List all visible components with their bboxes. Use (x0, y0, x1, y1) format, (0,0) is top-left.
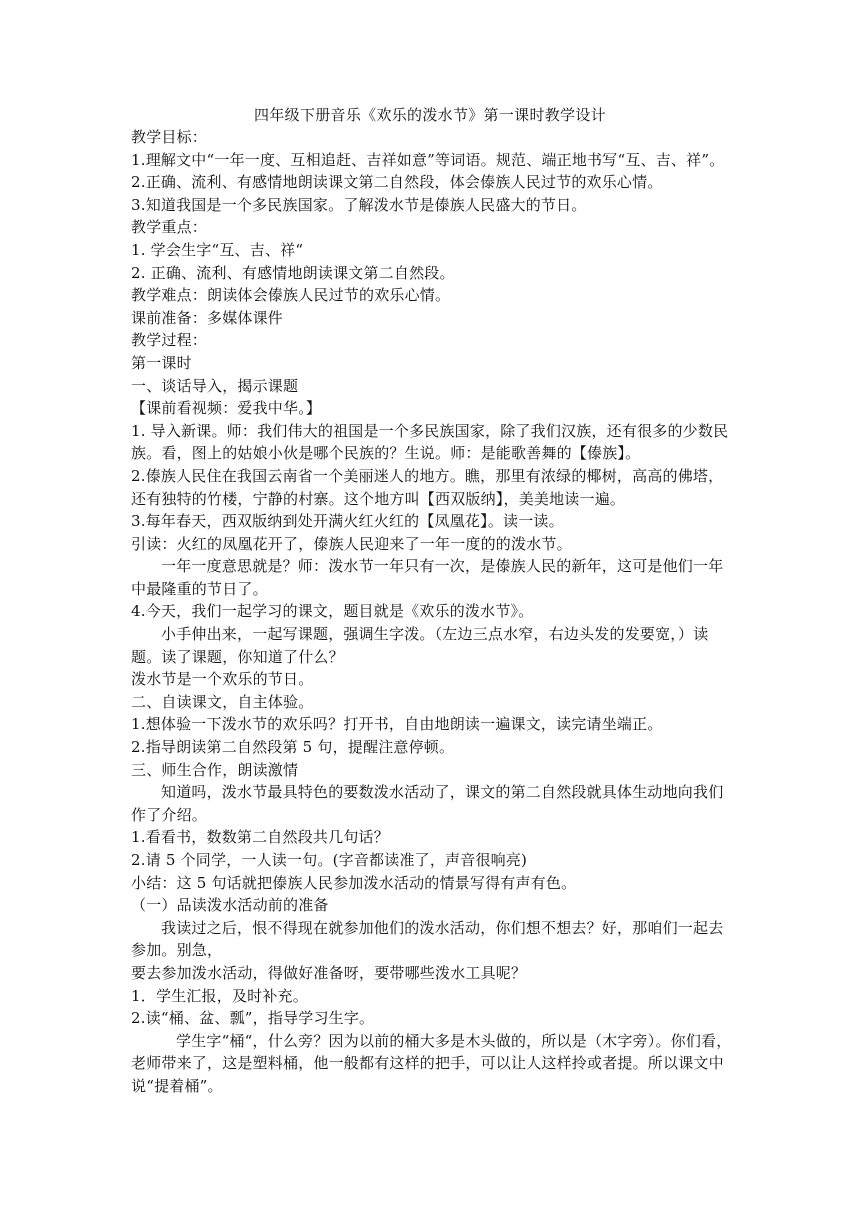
paragraph: （一）品读泼水活动前的准备 (131, 896, 329, 915)
paragraph: 2. 正确、流利、有感情地朗读课文第二自然段。 (131, 263, 455, 282)
paragraph: 第一课时 (131, 353, 192, 372)
paragraph: 泼水节是一个欢乐的节日。 (131, 670, 314, 689)
paragraph: 知道吗，泼水节最具特色的要数泼水活动了，课文的第二自然段就具体生动地向我们作了介绍。 (131, 783, 724, 824)
paragraph: 小手伸出来，一起写课题，强调生字泼。（左边三点水窄，右边头发的发要宽，）读题。读了课题，你知道了什么？ (131, 625, 709, 666)
paragraph: 小结：这 5 句话就把傣族人民参加泼水活动的情景写得有声有色。 (131, 873, 577, 892)
paragraph: 2.读“桶、盆、瓢”，指导学习生字。 (131, 1009, 375, 1028)
paragraph: 要去参加泼水活动，得做好准备呀，要带哪些泼水工具呢？ (131, 963, 527, 982)
paragraph: 学生字“桶“，什么旁？因为以前的桶大多是木头做的，所以是（木字旁）。你们看，老师带来了，这是塑料桶，他一般都有这样的把手，可以让人这样拎或者提。所以课文中说“提着桶”。 (131, 1031, 732, 1095)
paragraph: 一年一度意思就是？师：泼水节一年只有一次，是傣族人民的新年，这可是他们一年中最隆重的节日了。 (131, 557, 724, 598)
paragraph: 三、师生合作，朗读激情 (131, 760, 299, 779)
paragraph: 教学重点： (131, 218, 208, 237)
paragraph: 2.正确、流利、有感情地朗读课文第二自然段，体会傣族人民过节的欢乐心情。 (131, 173, 663, 192)
paragraph: 1. 导入新课。师：我们伟大的祖国是一个多民族国家，除了我们汉族，还有很多的少数民族。看，图上的姑娘小伙是哪个民族的？生说。师：是能歌善舞的【傣族】。 (131, 421, 729, 463)
paragraph: 2.傣族人民住在我国云南省一个美丽迷人的地方。瞧，那里有浓绿的椰树，高高的佛塔，还有独特的竹楼，宁静的村寨。这个地方叫【西双版纳】，美美地读一遍。 (131, 466, 724, 508)
paragraph: 引读：火红的凤凰花开了，傣族人民迎来了一年一度的的泼水节。 (131, 534, 572, 553)
paragraph: 3.知道我国是一个多民族国家。了解泼水节是傣族人民盛大的节日。 (131, 195, 587, 214)
document-body (131, 126, 735, 1098)
paragraph: 1. 学会生字“互、吉、祥“ (131, 240, 304, 259)
paragraph: 4.今天，我们一起学习的课文，题目就是《欢乐的泼水节》。 (131, 602, 534, 621)
paragraph: 教学过程： (131, 331, 208, 350)
paragraph: 1.想体验一下泼水节的欢乐吗？打开书，自由地朗读一遍课文，读完请坐端正。 (131, 715, 663, 734)
paragraph: 3.每年春天，西双版纳到处开满火红火红的【凤凰花】。读一读。 (131, 512, 564, 531)
paragraph: 二、自读课文，自主体验。 (131, 692, 314, 711)
paragraph: 1.理解文中“一年一度、互相追赶、吉祥如意”等词语。规范、端正地书写“互、吉、祥”。 (131, 150, 725, 169)
paragraph: 1．学生汇报，及时补充。 (131, 986, 308, 1005)
document-title: 四年级下册音乐《欢乐的泼水节》第一课时教学设计 (254, 106, 606, 124)
paragraph: 教学目标： (131, 128, 208, 146)
paragraph: 教学难点：朗读体会傣族人民过节的欢乐心情。 (131, 286, 451, 305)
paragraph: 2.请 5 个同学，一人读一句。(字音都读准了，声音很响亮) (131, 851, 528, 869)
paragraph: 课前准备：多媒体课件 (131, 308, 284, 327)
paragraph: 2.指导朗读第二自然段第 5 句，提醒注意停顿。 (131, 738, 455, 757)
paragraph: 【课前看视频：爱我中华。】 (131, 399, 322, 418)
paragraph: 1.看看书，数数第二自然段共几句话？ (131, 828, 389, 847)
paragraph: 一、谈话导入，揭示课题 (131, 376, 299, 395)
paragraph: 我读过之后，恨不得现在就参加他们的泼水活动，你们想不想去？好，那咱们一起去参加。别急， (131, 918, 724, 960)
